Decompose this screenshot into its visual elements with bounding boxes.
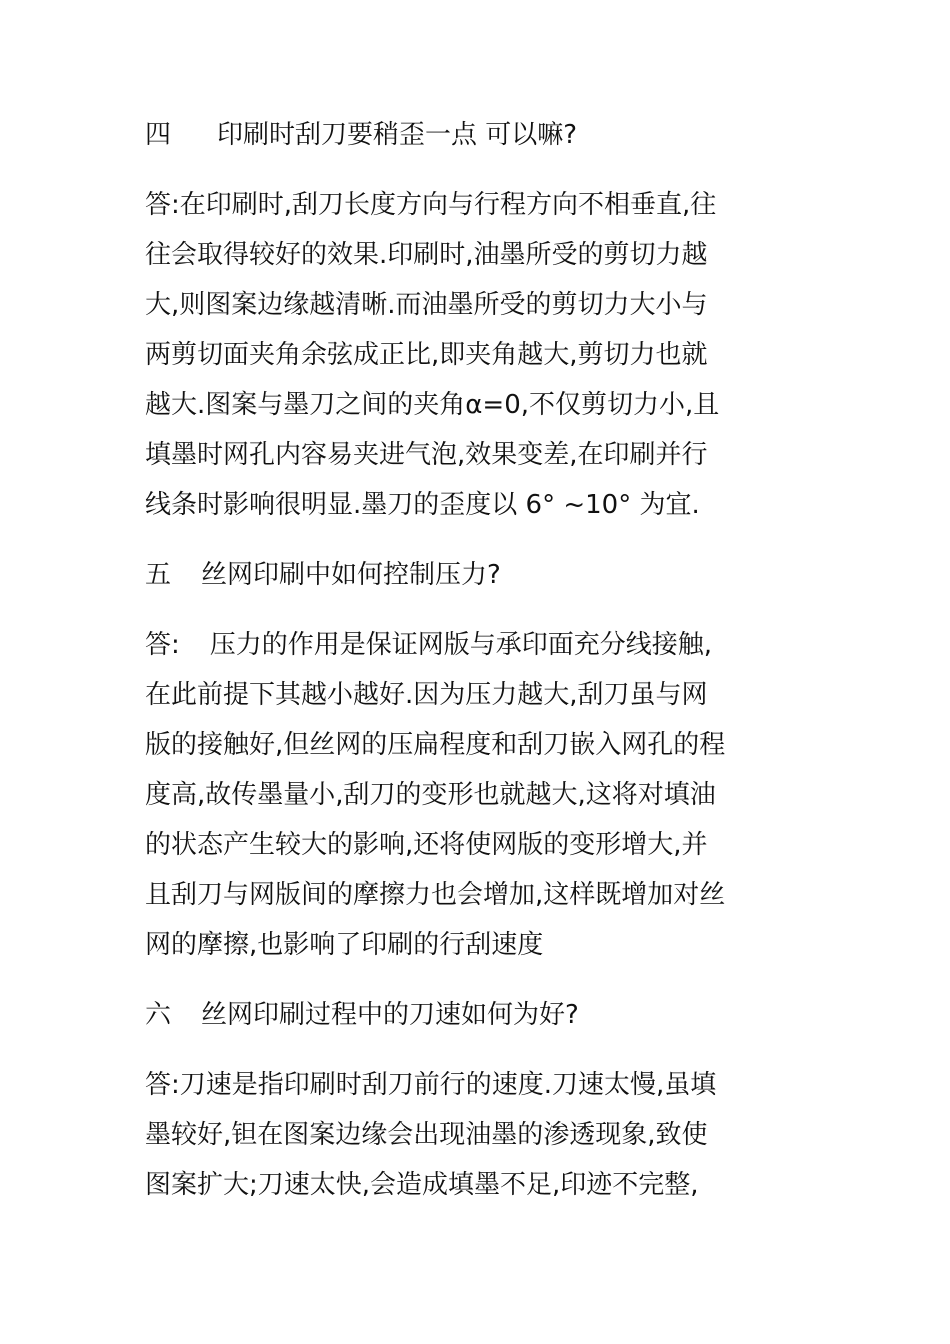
question-number: 五 (145, 560, 172, 590)
answer-line: 大,则图案边缘越清晰.而油墨所受的剪切力大小与 (145, 290, 708, 320)
answer-paragraph-5 (145, 620, 825, 970)
answer-line: 两剪切面夹角余弦成正比,即夹角越大,剪切力也就 (145, 340, 708, 370)
answer-line: 往会取得较好的效果.印刷时,油墨所受的剪切力越 (145, 240, 708, 270)
question-heading-6 (145, 990, 825, 1040)
question-heading-4 (145, 110, 825, 160)
answer-line: 答: 压力的作用是保证网版与承印面充分线接触, (145, 630, 713, 660)
answer-line: 答:刀速是指印刷时刮刀前行的速度.刀速太慢,虽填 (145, 1070, 717, 1100)
answer-line: 网的摩擦,也影响了印刷的行刮速度 (145, 930, 544, 960)
question-text: 印刷时刮刀要稍歪一点 可以嘛? (217, 120, 578, 150)
answer-paragraph-6 (145, 1060, 825, 1210)
answer-line: 墨较好,钽在图案边缘会出现油墨的渗透现象,致使 (145, 1120, 708, 1150)
answer-line: 的状态产生较大的影响,还将使网版的变形增大,并 (145, 830, 708, 860)
answer-line: 线条时影响很明显.墨刀的歪度以 6° ~10° 为宜. (145, 490, 700, 520)
answer-line: 越大.图案与墨刀之间的夹角α=0,不仅剪切力小,且 (145, 390, 720, 420)
question-number: 四 (145, 120, 172, 150)
question-number: 六 (145, 1000, 172, 1030)
answer-line: 填墨时网孔内容易夹进气泡,效果变差,在印刷并行 (145, 440, 708, 470)
document-body (145, 110, 825, 1210)
answer-line: 在此前提下其越小越好.因为压力越大,刮刀虽与网 (145, 680, 708, 710)
question-text: 丝网印刷中如何控制压力? (201, 560, 501, 590)
answer-paragraph-4 (145, 180, 825, 530)
question-heading-5 (145, 550, 825, 600)
question-text: 丝网印刷过程中的刀速如何为好? (201, 1000, 579, 1030)
answer-line: 版的接触好,但丝网的压扁程度和刮刀嵌入网孔的程 (145, 730, 726, 760)
answer-line: 图案扩大;刀速太快,会造成填墨不足,印迹不完整, (145, 1170, 699, 1200)
answer-line: 答:在印刷时,刮刀长度方向与行程方向不相垂直,往 (145, 190, 717, 220)
answer-prefix: 答: (145, 630, 180, 660)
answer-line: 且刮刀与网版间的摩擦力也会增加,这样既增加对丝 (145, 880, 726, 910)
answer-line: 度高,故传墨量小,刮刀的变形也就越大,这将对填油 (145, 780, 716, 810)
